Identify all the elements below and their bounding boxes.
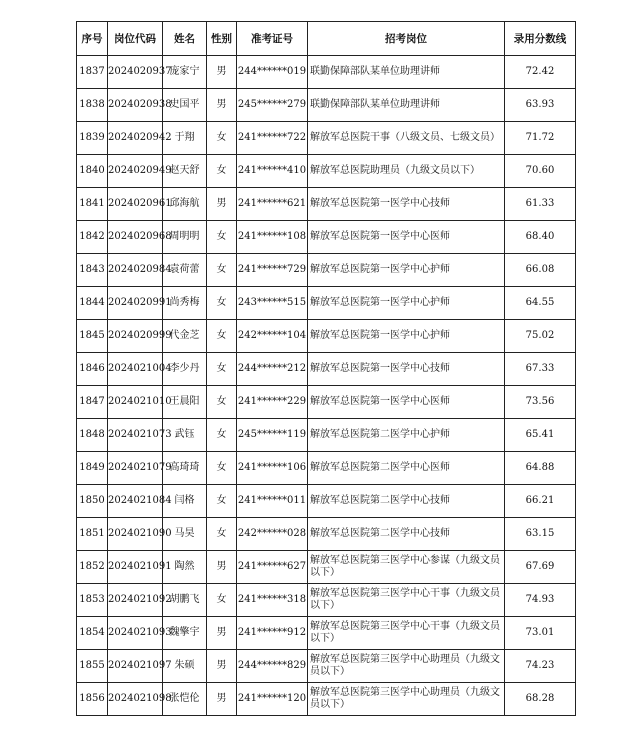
cell-gender: 女 [207,353,237,386]
cell-post-code: 2024021092 [108,584,163,617]
cell-post-code: 2024021090 [108,518,163,551]
table-row [77,617,576,650]
table-row [77,419,576,452]
cell-score: 67.69 [505,551,576,584]
cell-post-code: 2024020942 [108,122,163,155]
cell-post-code: 2024020949 [108,155,163,188]
cell-post-code: 2024020938 [108,89,163,122]
cell-gender: 男 [207,551,237,584]
cell-position: 解放军总医院干事（八级文员、七级文员） [308,122,505,155]
cell-position: 解放军总医院第二医学中心技师 [308,485,505,518]
cell-gender: 男 [207,683,237,716]
cell-seq: 1846 [77,353,108,386]
cell-name: 庞家宁 [163,56,207,89]
cell-gender: 女 [207,221,237,254]
cell-seq: 1839 [77,122,108,155]
cell-admission-no: 242******104 [237,320,308,353]
cell-position: 解放军总医院第二医学中心护师 [308,419,505,452]
cell-score: 63.93 [505,89,576,122]
cell-score: 68.40 [505,221,576,254]
cell-post-code: 2024021091 [108,551,163,584]
cell-score: 72.42 [505,56,576,89]
cell-admission-no: 242******028 [237,518,308,551]
cell-gender: 男 [207,617,237,650]
header-row [77,22,576,56]
cell-score: 73.56 [505,386,576,419]
cell-admission-no: 243******515 [237,287,308,320]
cell-post-code: 2024021097 [108,650,163,683]
cell-seq: 1843 [77,254,108,287]
cell-gender: 女 [207,419,237,452]
cell-gender: 女 [207,287,237,320]
header-score: 录用分数线 [505,22,576,56]
cell-gender: 女 [207,518,237,551]
cell-position: 解放军总医院第一医学中心护师 [308,254,505,287]
cell-seq: 1847 [77,386,108,419]
cell-gender: 女 [207,452,237,485]
cell-name: 朱硕 [163,650,207,683]
cell-name: 邱海航 [163,188,207,221]
cell-position: 解放军总医院第三医学中心参谋（九级文员以下） [308,551,505,584]
cell-gender: 男 [207,188,237,221]
cell-post-code: 2024020961 [108,188,163,221]
cell-admission-no: 245******119 [237,419,308,452]
header-post-code: 岗位代码 [108,22,163,56]
table-row [77,287,576,320]
cell-name: 高琦琦 [163,452,207,485]
cell-gender: 女 [207,254,237,287]
cell-gender: 女 [207,122,237,155]
cell-name: 武钰 [163,419,207,452]
cell-position: 解放军总医院第二医学中心医师 [308,452,505,485]
cell-score: 67.33 [505,353,576,386]
table-row [77,353,576,386]
table-row [77,518,576,551]
cell-seq: 1855 [77,650,108,683]
cell-post-code: 2024020968 [108,221,163,254]
cell-seq: 1837 [77,56,108,89]
cell-score: 64.88 [505,452,576,485]
table-row [77,254,576,287]
cell-score: 73.01 [505,617,576,650]
cell-seq: 1841 [77,188,108,221]
cell-score: 65.41 [505,419,576,452]
cell-admission-no: 244******829 [237,650,308,683]
cell-post-code: 2024021010 [108,386,163,419]
cell-admission-no: 244******019 [237,56,308,89]
table-row [77,452,576,485]
cell-admission-no: 241******627 [237,551,308,584]
cell-gender: 男 [207,650,237,683]
cell-admission-no: 241******011 [237,485,308,518]
table-row [77,485,576,518]
table-row [77,89,576,122]
cell-position: 解放军总医院第三医学中心干事（九级文员以下） [308,617,505,650]
cell-post-code: 2024021093 [108,617,163,650]
cell-name: 李少丹 [163,353,207,386]
cell-post-code: 2024020991 [108,287,163,320]
cell-position: 解放军总医院第一医学中心护师 [308,287,505,320]
cell-gender: 女 [207,584,237,617]
cell-seq: 1856 [77,683,108,716]
cell-position: 解放军总医院第一医学中心技师 [308,353,505,386]
cell-post-code: 2024020999 [108,320,163,353]
cell-position: 解放军总医院第三医学中心助理员（九级文员以下） [308,683,505,716]
cell-name: 胡鹏飞 [163,584,207,617]
cell-seq: 1849 [77,452,108,485]
cell-seq: 1852 [77,551,108,584]
cell-admission-no: 241******108 [237,221,308,254]
cell-score: 64.55 [505,287,576,320]
cell-name: 陶然 [163,551,207,584]
cell-seq: 1838 [77,89,108,122]
cell-admission-no: 241******729 [237,254,308,287]
cell-admission-no: 244******212 [237,353,308,386]
cell-seq: 1851 [77,518,108,551]
cell-score: 66.21 [505,485,576,518]
cell-position: 解放军总医院第三医学中心干事（九级文员以下） [308,584,505,617]
cell-name: 袁荷蕾 [163,254,207,287]
cell-admission-no: 241******229 [237,386,308,419]
cell-name: 于翔 [163,122,207,155]
cell-name: 魏擎宇 [163,617,207,650]
cell-position: 解放军总医院第一医学中心医师 [308,386,505,419]
cell-gender: 女 [207,320,237,353]
cell-position: 解放军总医院第一医学中心技师 [308,188,505,221]
cell-seq: 1845 [77,320,108,353]
cell-gender: 女 [207,155,237,188]
cell-admission-no: 241******106 [237,452,308,485]
cell-score: 68.28 [505,683,576,716]
cell-name: 史国平 [163,89,207,122]
cell-score: 66.08 [505,254,576,287]
cell-seq: 1854 [77,617,108,650]
cell-admission-no: 241******621 [237,188,308,221]
header-position: 招考岗位 [308,22,505,56]
results-table [76,21,576,716]
cell-gender: 女 [207,485,237,518]
cell-post-code: 2024021004 [108,353,163,386]
cell-position: 解放军总医院第一医学中心护师 [308,320,505,353]
cell-gender: 男 [207,56,237,89]
cell-name: 赵天舒 [163,155,207,188]
cell-post-code: 2024020937 [108,56,163,89]
table-row [77,551,576,584]
cell-score: 61.33 [505,188,576,221]
cell-name: 尚秀梅 [163,287,207,320]
table-row [77,122,576,155]
cell-score: 74.23 [505,650,576,683]
cell-post-code: 2024021079 [108,452,163,485]
cell-admission-no: 241******318 [237,584,308,617]
table-row [77,221,576,254]
cell-name: 代金芝 [163,320,207,353]
cell-score: 63.15 [505,518,576,551]
cell-score: 74.93 [505,584,576,617]
cell-name: 闫格 [163,485,207,518]
cell-name: 张恺伦 [163,683,207,716]
table-row [77,155,576,188]
header-seq: 序号 [77,22,108,56]
cell-position: 联勤保障部队某单位助理讲师 [308,89,505,122]
table-row [77,650,576,683]
cell-post-code: 2024020984 [108,254,163,287]
cell-score: 71.72 [505,122,576,155]
cell-gender: 男 [207,89,237,122]
cell-seq: 1853 [77,584,108,617]
table-row [77,56,576,89]
cell-gender: 女 [207,386,237,419]
cell-position: 解放军总医院第一医学中心医师 [308,221,505,254]
cell-post-code: 2024021098 [108,683,163,716]
cell-seq: 1842 [77,221,108,254]
cell-name: 马昊 [163,518,207,551]
cell-position: 解放军总医院助理员（九级文员以下） [308,155,505,188]
cell-position: 解放军总医院第三医学中心助理员（九级文员以下） [308,650,505,683]
cell-seq: 1840 [77,155,108,188]
cell-admission-no: 241******722 [237,122,308,155]
cell-seq: 1844 [77,287,108,320]
cell-position: 联勤保障部队某单位助理讲师 [308,56,505,89]
table-row [77,683,576,716]
table-row [77,320,576,353]
table-row [77,386,576,419]
cell-name: 周明明 [163,221,207,254]
cell-admission-no: 241******120 [237,683,308,716]
cell-seq: 1848 [77,419,108,452]
table-row [77,188,576,221]
header-admission-no: 准考证号 [237,22,308,56]
table-row [77,584,576,617]
cell-post-code: 2024021084 [108,485,163,518]
cell-admission-no: 241******912 [237,617,308,650]
cell-name: 王晨阳 [163,386,207,419]
header-gender: 性别 [207,22,237,56]
cell-score: 70.60 [505,155,576,188]
cell-post-code: 2024021073 [108,419,163,452]
cell-admission-no: 245******279 [237,89,308,122]
cell-score: 75.02 [505,320,576,353]
cell-position: 解放军总医院第二医学中心技师 [308,518,505,551]
header-name: 姓名 [163,22,207,56]
cell-admission-no: 241******410 [237,155,308,188]
cell-seq: 1850 [77,485,108,518]
